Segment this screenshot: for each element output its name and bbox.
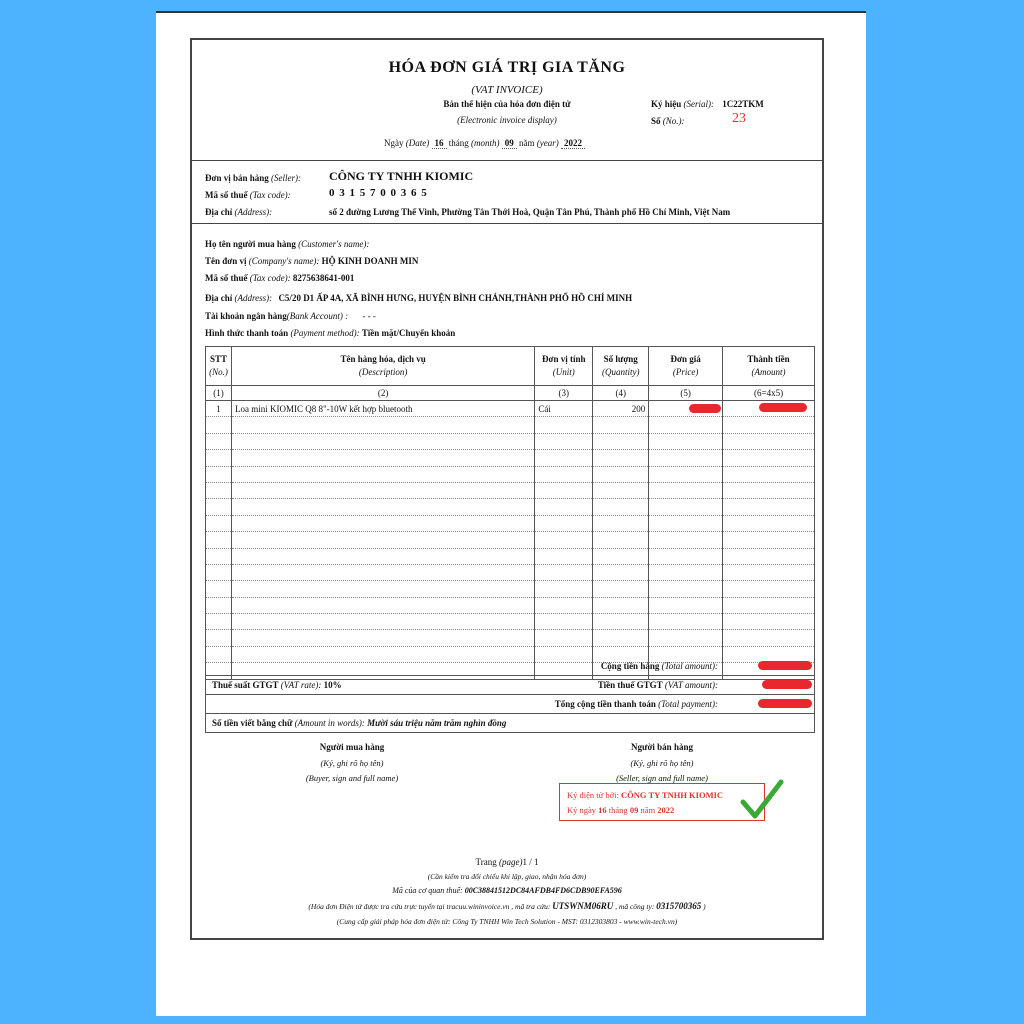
bank-account-row: Tài khoản ngân hàng(Bank Account) : - - - — [205, 311, 376, 321]
vat-rate: 10% — [323, 680, 342, 690]
table-row — [206, 532, 815, 548]
signed-by: CÔNG TY TNHH KIOMIC — [620, 790, 724, 800]
buyer-address: C5/20 D1 ẤP 4A, XÃ BÌNH HƯNG, HUYỆN BÌNH CHÁNH,THÀNH PHỐ HỒ CHÍ MINH — [278, 293, 633, 303]
authority-code: 00C38841512DC84AFDB4FD6CDB90EFA596 — [464, 886, 622, 895]
number-row: Số (No.): — [651, 116, 685, 126]
table-header — [206, 347, 815, 386]
amount-in-words-row: Số tiền viết bằng chữ (Amount in words): Mười sáu triệu năm trăm nghìn đồng — [205, 714, 815, 733]
seller-sign-hint-en: (Seller, sign and full name) — [616, 773, 708, 783]
table-row — [206, 564, 815, 580]
vat-row: Thuế suất GTGT (VAT rate): 10% Tiền thuế GTGT (VAT amount): — [205, 676, 815, 695]
lookup-code: UTSWNM06RU — [552, 901, 614, 911]
seller-address: số 2 đường Lương Thế Vinh, Phường Tân Thới Hoà, Quận Tân Phú, Thành phố Hồ Chí Minh, Việt Nam — [329, 207, 731, 217]
divider — [192, 223, 822, 224]
serial-value: 1C22TKM — [722, 99, 764, 109]
amount-in-words: Mười sáu triệu năm trăm nghìn đồng — [367, 718, 507, 728]
buyer-tax-code: 8275638641-001 — [292, 273, 355, 283]
col-header-quantity: Số lượng (Quantity) — [593, 347, 649, 386]
item-price-redacted — [649, 401, 723, 417]
seller-name-label: Đơn vị bán hàng (Seller): — [205, 173, 301, 183]
col-header-no: STT (No.) — [206, 347, 232, 386]
company-name-row: Tên đơn vị (Company's name): HỘ KINH DOANH MIN — [205, 256, 419, 266]
buyer-tax-row: Mã số thuế (Tax code): 8275638641-001 — [205, 273, 355, 283]
subtotal-row: Cộng tiền hàng (Total amount): — [205, 657, 815, 676]
invoice-number: 23 — [732, 111, 746, 126]
total-redacted — [758, 699, 812, 708]
item-description: Loa mini KIOMIC Q8 8"-10W kết hợp bluetooth — [231, 401, 534, 417]
table-row — [206, 482, 815, 498]
subtotal-redacted — [758, 661, 812, 670]
table-row — [206, 581, 815, 597]
col-header-unit: Đơn vị tính (Unit) — [535, 347, 593, 386]
item-unit: Cái — [535, 401, 593, 417]
table-row — [206, 515, 815, 531]
column-numbers-row: (1) (2) (3) (4) (5) (6=4x5) — [206, 386, 815, 401]
item-amount-redacted — [723, 401, 815, 417]
table-row — [206, 450, 815, 466]
digital-signature-box: Ký điện tử bởi: CÔNG TY TNHH KIOMIC Ký ngày 16 tháng 09 năm 2022 — [559, 783, 765, 821]
customer-name-label: Họ tên người mua hàng (Customer's name): — [205, 239, 370, 249]
col-header-amount: Thành tiền (Amount) — [723, 347, 815, 386]
buyer-sign-title: Người mua hàng — [319, 742, 385, 752]
authority-code-row: Mã của cơ quan thuế: 00C38841512DC84AFDB4FD6CDB90EFA596 — [392, 886, 622, 895]
seller-sign-title: Người bán hàng — [631, 742, 693, 752]
payment-method-row: Hình thức thanh toán (Payment method): Tiền mặt/Chuyển khoản — [205, 328, 456, 338]
payment-method: Tiền mặt/Chuyển khoản — [361, 328, 456, 338]
total-row: Tổng cộng tiền thanh toán (Total payment): — [205, 695, 815, 714]
table-row — [206, 433, 815, 449]
provider-note: (Cung cấp giải pháp hóa đơn điện tử: Công Ty TNHH Win Tech Solution - MST: 0312303803 - www.win-tech.vn) — [336, 917, 678, 926]
page-indicator: Trang (page)1 / 1 — [475, 857, 539, 867]
display-line: Bản thể hiện của hóa đơn điện tử — [443, 99, 571, 109]
display-line-en: (Electronic invoice display) — [457, 115, 557, 125]
serial-row: Ký hiệu (Serial): 1C22TKM — [651, 99, 764, 109]
col-header-description: Tên hàng hóa, dịch vụ (Description) — [231, 347, 534, 386]
seller-address-label: Địa chỉ (Address): — [205, 207, 273, 217]
table-row — [206, 466, 815, 482]
seller-name: CÔNG TY TNHH KIOMIC — [329, 169, 474, 183]
seller-tax-code: 0 3 1 5 7 0 0 3 6 5 — [329, 187, 428, 199]
item-quantity: 200 — [593, 401, 649, 417]
buyer-sign-hint-en: (Buyer, sign and full name) — [305, 773, 399, 783]
invoice-frame — [190, 38, 824, 940]
divider — [192, 160, 822, 161]
col-header-price: Đơn giá (Price) — [649, 347, 723, 386]
bank-account: - - - — [362, 311, 376, 321]
vat-amount-redacted — [762, 680, 812, 689]
company-code: 0315700365 — [656, 901, 702, 911]
invoice-date: Ngày (Date) 16 tháng (month) 09 năm (year) 2022 — [384, 138, 585, 149]
seller-tax-label: Mã số thuế (Tax code): — [205, 190, 291, 200]
table-row — [206, 630, 815, 646]
table-row: 1 Loa mini KIOMIC Q8 8"-10W kết hợp bluetooth Cái 200 — [206, 401, 815, 417]
invoice-page — [156, 11, 866, 1016]
table-row — [206, 614, 815, 630]
invoice-title: HÓA ĐƠN GIÁ TRỊ GIA TĂNG — [388, 59, 626, 76]
invoice-title-en: (VAT INVOICE) — [471, 84, 543, 96]
lookup-row: (Hóa đơn Điện tử được tra cứu trực tuyến tại tracuu.wininvoice.vn , mã tra cứu: UTSWNM06RU , mã công ty: 0315700365 ) — [308, 901, 706, 911]
table-row — [206, 548, 815, 564]
table-row — [206, 597, 815, 613]
buyer-address-row: Địa chỉ (Address): C5/20 D1 ẤP 4A, XÃ BÌNH HƯNG, HUYỆN BÌNH CHÁNH,THÀNH PHỐ HỒ CHÍ MINH — [205, 293, 633, 303]
check-note: (Cần kiểm tra đối chiếu khi lập, giao, nhận hóa đơn) — [427, 872, 587, 881]
seller-sign-hint: (Ký, ghi rõ họ tên) — [630, 758, 694, 768]
company-name: HỘ KINH DOANH MIN — [321, 256, 419, 266]
checkmark-icon — [739, 778, 785, 822]
buyer-sign-hint: (Ký, ghi rõ họ tên) — [320, 758, 384, 768]
table-row — [206, 417, 815, 433]
table-row — [206, 499, 815, 515]
items-table — [205, 346, 815, 680]
